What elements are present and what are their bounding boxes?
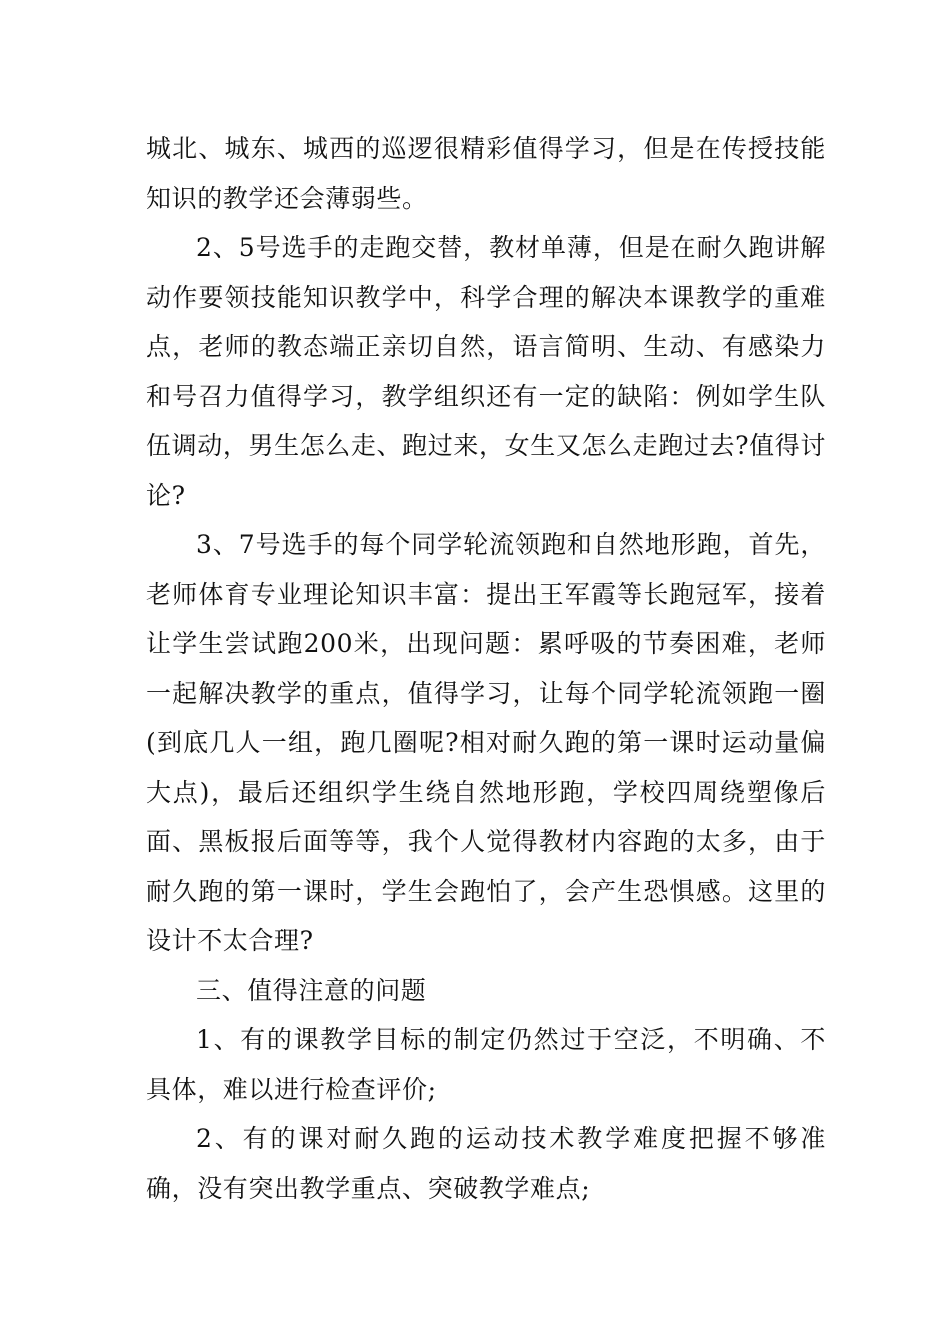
paragraph-2: 2、5号选手的走跑交替，教材单薄，但是在耐久跑讲解动作要领技能知识教学中，科学合理的解决本课教学的重难点，老师的教态端正亲切自然，语言简明、生动、有感染力和号召力值得学习，教学组织还有一定的缺陷：例如学生队伍调动，男生怎么走、跑过来，女生又怎么走跑过去?值得讨论? — [146, 233, 826, 510]
paragraph-5: 2、有的课对耐久跑的运动技术教学难度把握不够准确，没有突出教学重点、突破教学难点; — [146, 1124, 826, 1203]
paragraph-4: 1、有的课教学目标的制定仍然过于空泛，不明确、不具体，难以进行检查评价; — [146, 1025, 826, 1104]
section-heading: 三、值得注意的问题 — [196, 975, 427, 1005]
document-body — [146, 124, 826, 1213]
paragraph-1: 城北、城东、城西的巡逻很精彩值得学习，但是在传授技能知识的教学还会薄弱些。 — [146, 134, 826, 213]
paragraph-3: 3、7号选手的每个同学轮流领跑和自然地形跑，首先，老师体育专业理论知识丰富：提出王军霞等长跑冠军，接着让学生尝试跑200米，出现问题：累呼吸的节奏困难，老师一起解决教学的重点，值得学习，让每个同学轮流领跑一圈(到底几人一组，跑几圈呢?相对耐久跑的第一课时运动量偏大点)，最后还组织学生绕自然地形跑，学校四周绕塑像后面、黑板报后面等等，我个人觉得教材内容跑的太多，由于耐久跑的第一课时，学生会跑怕了，会产生恐惧感。这里的设计不太合理? — [146, 530, 826, 955]
